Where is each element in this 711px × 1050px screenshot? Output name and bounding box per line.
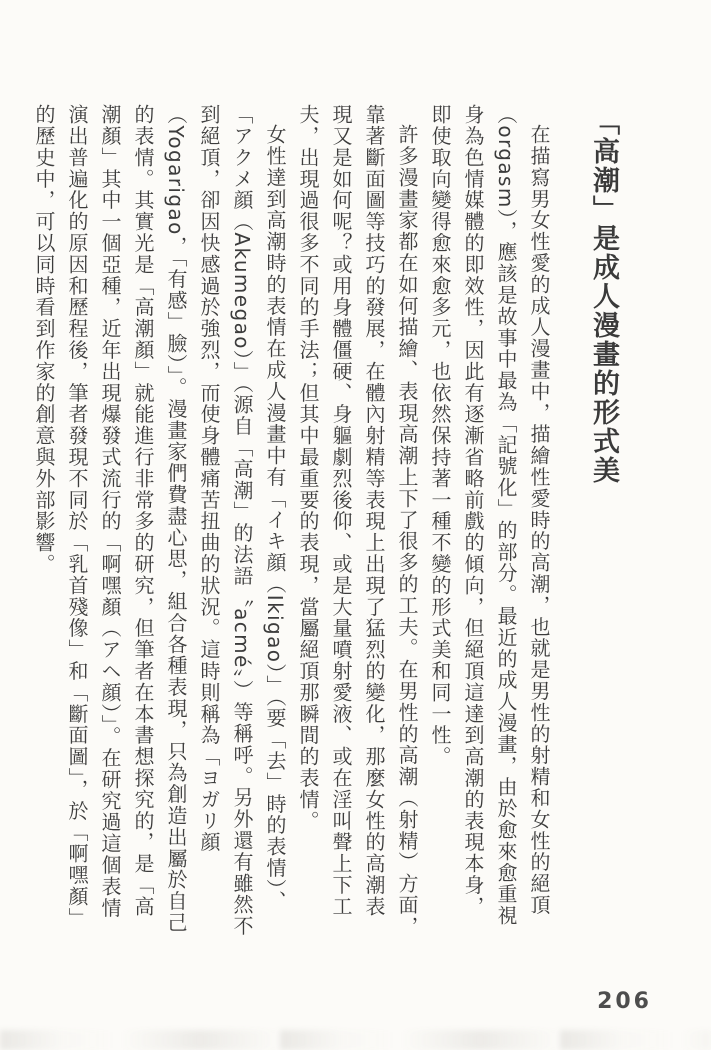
paragraph: 許多漫畫家都在如何描繪、表現高潮上下了很多的工夫。在男性的高潮（射精）方面，靠著斷面圖等技巧的發展，在體內射精等表現上出現了猛烈的變化，那麼女性的高潮表現又是如何呢？或用身體僵硬、身軀劇烈後仰、或是大量噴射愛液、或在淫叫聲上下工夫，出現過很多不同的手法；但其中最重要的表現，當屬絕頂那瞬間的表情。 bbox=[296, 104, 419, 938]
scan-artifact-band bbox=[0, 1030, 711, 1050]
chapter-title: 「高潮」是成人漫畫的形式美 bbox=[588, 108, 619, 485]
paragraph: 女性達到高潮時的表情在成人漫畫中有「イキ顔（Ikigao）」（要「去」時的表情）、「アクメ顔（Akumegao）」（源自「高潮」的法語〝acmé〞）等稱呼。另外還有雖然不到絕頂，卻因快感過於強烈，而使身體痛苦扭曲的狀況。這時則稱為「ヨガリ顔（Yogarigao，「有感」臉）」。漫畫家們費盡心思，組合各種表現，只為創造出屬於自己的表情。其實光是「高潮顏」就能進行非常多的研究，但筆者在本書想探究的，是「高潮顏」其中一個亞種，近年出現爆發式流行的「啊嘿顏（アヘ顔）」。在研究過這個表情演出普遍化的原因和歷程後，筆者發現不同於「乳首殘像」和「斷面圖」，於「啊嘿顏」的歷史中，可以同時看到作家的創意與外部影響。 bbox=[32, 104, 287, 937]
page-number: 206 bbox=[597, 989, 652, 1014]
paragraph: 在描寫男女性愛的成人漫畫中，描繪性愛時的高潮，也就是男性的射精和女性的絕頂（orgasm），應該是故事中最為「記號化」的部分。最近的成人漫畫，由於愈來愈重視身為色情媒體的即效性，因此有逐漸省略前戲的傾向，但絕頂這達到高潮的表現本身，即使取向變得愈來愈多元，也依然保持著一種不變的形式美和同一性。 bbox=[428, 104, 551, 927]
body-text-columns bbox=[27, 104, 555, 938]
